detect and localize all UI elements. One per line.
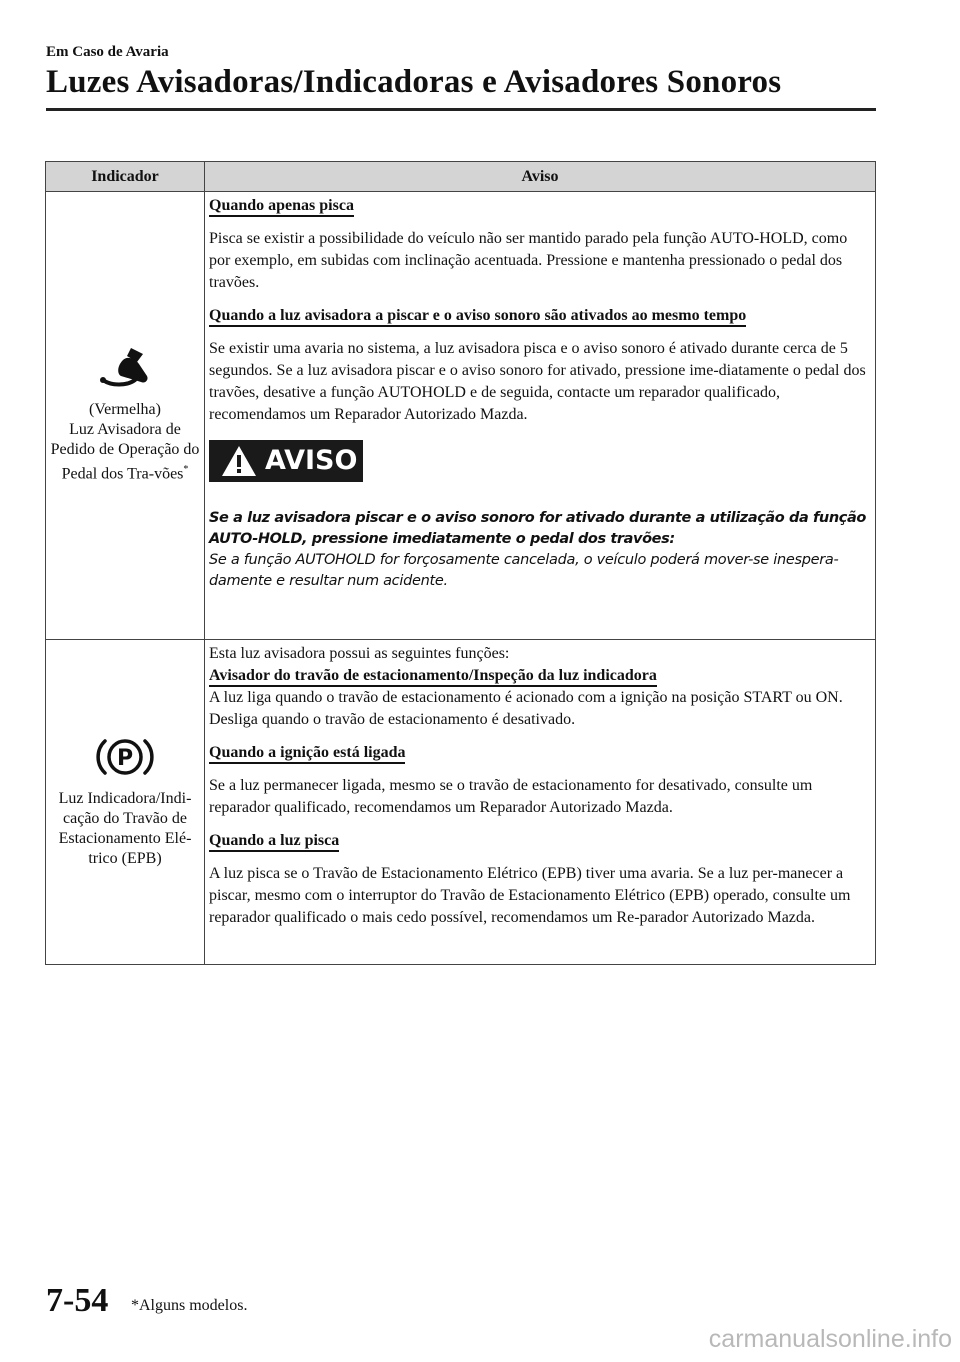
warning-badge [209, 440, 363, 482]
indicator-cell [46, 640, 205, 965]
indicator-cell [46, 192, 205, 640]
paragraph: Se existir uma avaria no sistema, a luz avisadora pisca e o aviso sonoro é ativado durante cerca de 5 segundos. Se a luz avisadora piscar e o aviso sonoro for ativado, pressione ime-diatamente o pedal dos travões, desative a função AUTOHOLD e de seguida, contacte um reparador qualificado, recomendamos um Reparador Autorizado Mazda. [209, 340, 866, 423]
subheading: Quando apenas pisca [209, 196, 354, 217]
footnote: *Alguns modelos. [131, 1297, 248, 1314]
paragraph: Se a luz permanecer ligada, mesmo se o travão de estacionamento for desativado, consulte um reparador qualificado, recomendamos um Reparador Autorizado Mazda. [209, 777, 813, 816]
table-row [46, 640, 876, 965]
indicator-color: (Vermelha) [89, 401, 161, 419]
warning-bold-text: Se a luz avisadora piscar e o aviso sonoro for ativado durante a utilização da função AUTO-HOLD, pressione imediatamente o pedal dos travões: [209, 510, 866, 547]
section-label: Em Caso de Avaria [46, 44, 169, 60]
brake-pedal-icon [48, 346, 202, 390]
paragraph: Esta luz avisadora possui as seguintes funções: [209, 645, 510, 662]
subheading: Avisador do travão de estacionamento/Inspeção da luz indicadora [209, 666, 657, 687]
warning-triangle-icon [221, 445, 257, 477]
col-header-warning: Aviso [205, 162, 876, 192]
warning-cell [205, 640, 876, 965]
indicator-table [45, 161, 876, 965]
warning-badge-label: AVISO [265, 445, 358, 476]
subheading: Quando a luz pisca [209, 831, 339, 852]
page-number: 7-54 [46, 1282, 109, 1319]
subheading: Quando a ignição está ligada [209, 743, 405, 764]
epb-p-icon [48, 735, 202, 779]
watermark: carmanualsonline.info [708, 1325, 952, 1353]
indicator-label: Luz Avisadora de Pedido de Operação do Pedal dos Tra-vões* [50, 421, 200, 483]
page-title: Luzes Avisadoras/Indicadoras e Avisadores Sonoros [46, 64, 782, 100]
subheading: Quando a luz avisadora a piscar e o aviso sonoro são ativados ao mesmo tempo [209, 306, 746, 327]
warning-cell [205, 192, 876, 640]
table-header-row [46, 162, 876, 192]
indicator-label: Luz Indicadora/Indi-cação do Travão de Estacionamento Elé-trico (EPB) [58, 790, 192, 867]
table-row [46, 192, 876, 640]
warning-body-text: Se a função AUTOHOLD for forçosamente cancelada, o veículo poderá mover-se inespera-damente e resultar num acidente. [209, 552, 839, 589]
paragraph: Pisca se existir a possibilidade do veículo não ser mantido parado pela função AUTO-HOLD, como por exemplo, em subidas com inclinação acentuada. Pressione e mantenha pressionado o pedal dos travões. [209, 230, 848, 291]
paragraph: A luz liga quando o travão de estacionamento é acionado com a ignição na posição START ou ON. Desliga quando o travão de estacionamento é desativado. [209, 689, 843, 728]
svg-text:P: P [116, 746, 134, 771]
footnote-mark: * [183, 464, 189, 476]
title-rule [46, 108, 876, 111]
col-header-indicator: Indicador [46, 162, 205, 192]
paragraph: A luz pisca se o Travão de Estacionamento Elétrico (EPB) tiver uma avaria. Se a luz per-manecer a piscar, mesmo com o interruptor do Travão de Estacionamento Elétrico (EPB) operado, consulte um reparador qualificado o mais cedo possível, recomendamos um Re-parador Autorizado Mazda. [209, 865, 851, 926]
